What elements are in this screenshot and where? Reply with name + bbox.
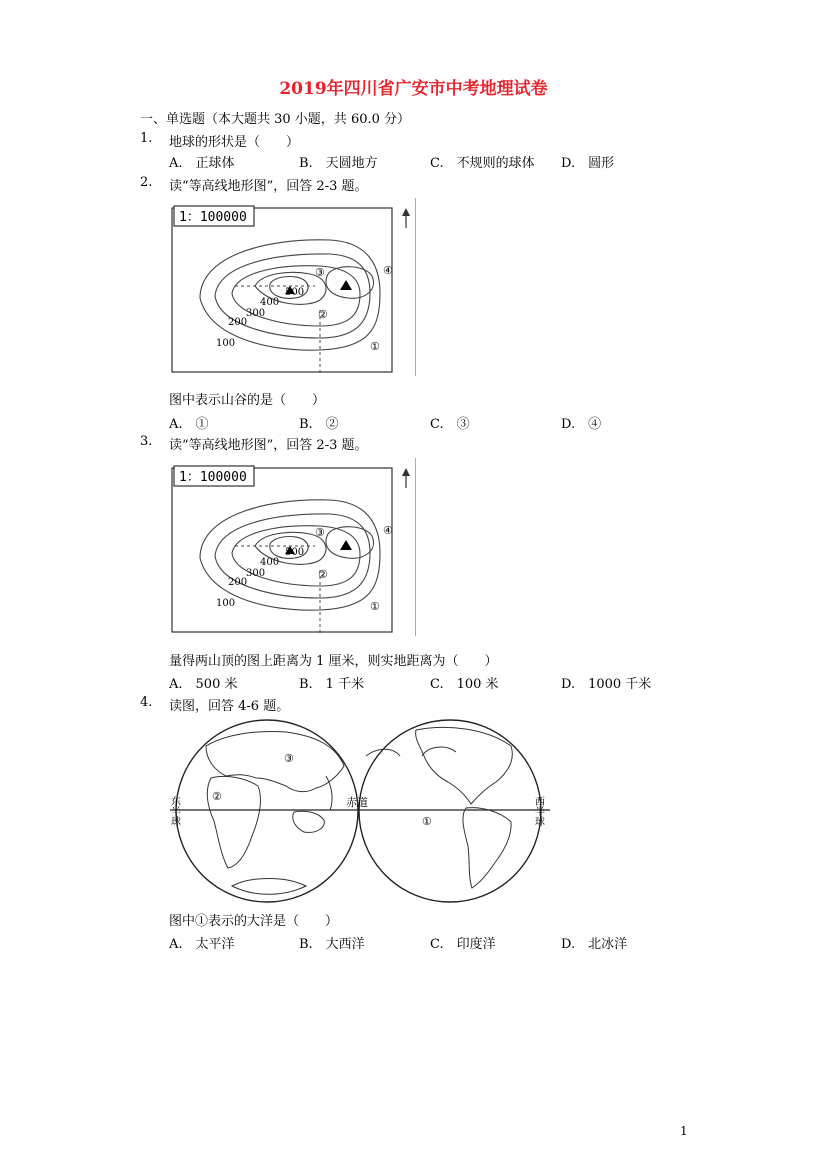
label-equator: 赤道 xyxy=(346,796,368,809)
q2-option-a: A. ① xyxy=(169,417,209,432)
q1-option-d: D. 圆形 xyxy=(561,156,615,171)
q3-option-a: A. 500 米 xyxy=(169,677,238,692)
contour-label-400: 400 xyxy=(260,297,280,308)
q2-option-c: C. ③ xyxy=(430,417,470,432)
q4-option-a: A. 太平洋 xyxy=(169,937,235,952)
q1-option-c: C. 不规则的球体 xyxy=(430,156,535,171)
map-scale: 1：100000 xyxy=(179,210,247,225)
page-number: 1 xyxy=(680,1124,688,1138)
q2-stem: 读“等高线地形图”，回答 2-3 题。 xyxy=(169,179,368,194)
q2-option-b: B. ② xyxy=(299,417,339,432)
q3-option-b: B. 1 千米 xyxy=(299,677,365,692)
peak-icon xyxy=(340,280,352,290)
ocean-marker-2: ② xyxy=(212,790,222,803)
contour-label-300: 300 xyxy=(246,568,266,579)
q4-option-b: B. 大西洋 xyxy=(299,937,365,952)
marker-1: ① xyxy=(370,340,380,353)
q4-stem: 读图，回答 4-6 题。 xyxy=(169,699,290,714)
contour-map-2 xyxy=(170,458,416,636)
q1-stem: 地球的形状是（ ） xyxy=(169,135,300,150)
marker-3: ③ xyxy=(315,526,325,539)
q1-number: 1. xyxy=(140,131,153,146)
q4-option-d: D. 北冰洋 xyxy=(561,937,628,952)
marker-4: ④ xyxy=(383,524,393,537)
q4-option-c: C. 印度洋 xyxy=(430,937,496,952)
q4-number: 4. xyxy=(140,695,153,710)
q1-option-b: B. 天圆地方 xyxy=(299,156,378,171)
q3-number: 3. xyxy=(140,434,153,449)
contour-label-400: 400 xyxy=(260,557,280,568)
marker-3: ③ xyxy=(315,266,325,279)
q4-sub: 图中①表示的大洋是（ ） xyxy=(169,914,339,929)
q2-number: 2. xyxy=(140,175,153,190)
section-heading: 一、单选题（本大题共 30 小题，共 60.0 分） xyxy=(140,112,411,127)
contour-label-100: 100 xyxy=(216,338,236,349)
q3-option-d: D. 1000 千米 xyxy=(561,677,652,692)
label-west: 西半球 xyxy=(532,796,544,826)
contour-label-300: 300 xyxy=(246,308,266,319)
marker-1: ① xyxy=(370,600,380,613)
ocean-marker-1: ① xyxy=(422,815,432,828)
contour-label-200: 200 xyxy=(228,577,248,588)
north-arrow-icon xyxy=(402,208,410,216)
world-map xyxy=(166,716,554,906)
marker-2: ② xyxy=(318,568,328,581)
q3-stem: 读“等高线地形图”，回答 2-3 题。 xyxy=(169,438,368,453)
map-scale: 1：100000 xyxy=(179,470,247,485)
peak-icon xyxy=(340,540,352,550)
contour-label-500: 500 xyxy=(285,547,305,558)
contour-label-200: 200 xyxy=(228,317,248,328)
north-arrow-icon xyxy=(402,468,410,476)
q3-option-c: C. 100 米 xyxy=(430,677,499,692)
contour-label-500: 500 xyxy=(285,287,305,298)
ocean-marker-3: ③ xyxy=(284,752,294,765)
page-title: 2019年四川省广安市中考地理试卷 xyxy=(279,79,548,99)
marker-2: ② xyxy=(318,308,328,321)
contour-label-100: 100 xyxy=(216,598,236,609)
label-east: 东半球 xyxy=(168,796,180,826)
contour-map-1 xyxy=(170,198,416,376)
q2-option-d: D. ④ xyxy=(561,417,602,432)
q2-sub: 图中表示山谷的是（ ） xyxy=(169,393,326,408)
q3-sub: 量得两山顶的图上距离为 1 厘米，则实地距离为（ ） xyxy=(169,654,498,669)
marker-4: ④ xyxy=(383,264,393,277)
q1-option-a: A. 正球体 xyxy=(169,156,235,171)
